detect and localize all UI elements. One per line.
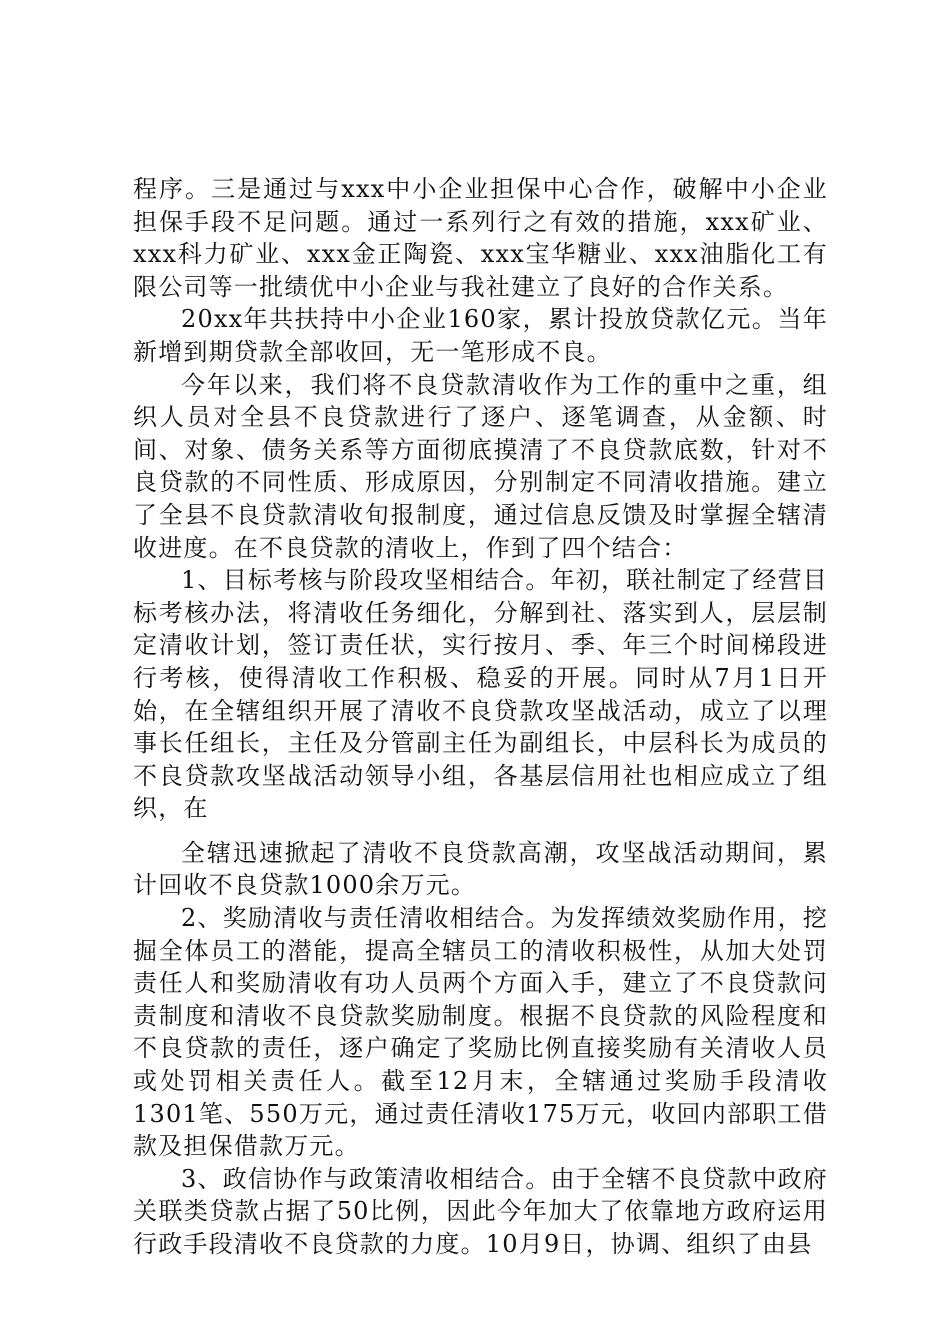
document-body [133, 173, 828, 1261]
paragraph-6: 2、奖励清收与责任清收相结合。为发挥绩效奖励作用，挖掘全体员工的潜能，提高全辖员工的清收积极性，从加大处罚责任人和奖励清收有功人员两个方面入手，建立了不良贷款问责制度和清收不良贷款奖励制度。根据不良贷款的风险程度和不良贷款的责任，逐户确定了奖励比例直接奖励有关清收人员或处罚相关责任人。截至12月末，全辖通过奖励手段清收1301笔、550万元，通过责任清收175万元，收回内部职工借款及担保借款万元。 [133, 904, 828, 1161]
paragraph-4: 1、目标考核与阶段攻坚相结合。年初，联社制定了经营目标考核办法，将清收任务细化，分解到社、落实到人，层层制定清收计划，签订责任状，实行按月、季、年三个时间梯段进行考核，使得清收工作积极、稳妥的开展。同时从7月1日开始，在全辖组织开展了清收不良贷款攻坚战活动，成立了以理事长任组长，主任及分管副主任为副组长，中层科长为成员的不良贷款攻坚战活动领导小组，各基层信用社也相应成立了组织，在 [133, 566, 828, 823]
paragraph-2: 20xx年共扶持中小企业160家，累计投放贷款亿元。当年新增到期贷款全部收回，无一笔形成不良。 [133, 305, 828, 366]
paragraph-5: 全辖迅速掀起了清收不良贷款高潮，攻坚战活动期间，累计回收不良贷款1000余万元。 [133, 838, 828, 900]
paragraph-1: 程序。三是通过与xxx中小企业担保中心合作，破解中小企业担保手段不足问题。通过一系列行之有效的措施，xxx矿业、xxx科力矿业、xxx金正陶瓷、xxx宝华糖业、xxx油脂化工有限公司等一批绩优中小企业与我社建立了良好的合作关系。 [133, 175, 828, 301]
paragraph-gap [133, 825, 828, 837]
paragraph-7: 3、政信协作与政策清收相结合。由于全辖不良贷款中政府关联类贷款占据了50比例，因此今年加大了依靠地方政府运用行政手段清收不良贷款的力度。10月9日，协调、组织了由县 [133, 1164, 828, 1258]
paragraph-3: 今年以来，我们将不良贷款清收作为工作的重中之重，组织人员对全县不良贷款进行了逐户、逐笔调查，从金额、时间、对象、债务关系等方面彻底摸清了不良贷款底数，针对不良贷款的不同性质、形成原因，分别制定不同清收措施。建立了全县不良贷款清收旬报制度，通过信息反馈及时掌握全辖清收进度。在不良贷款的清收上，作到了四个结合： [133, 370, 828, 562]
